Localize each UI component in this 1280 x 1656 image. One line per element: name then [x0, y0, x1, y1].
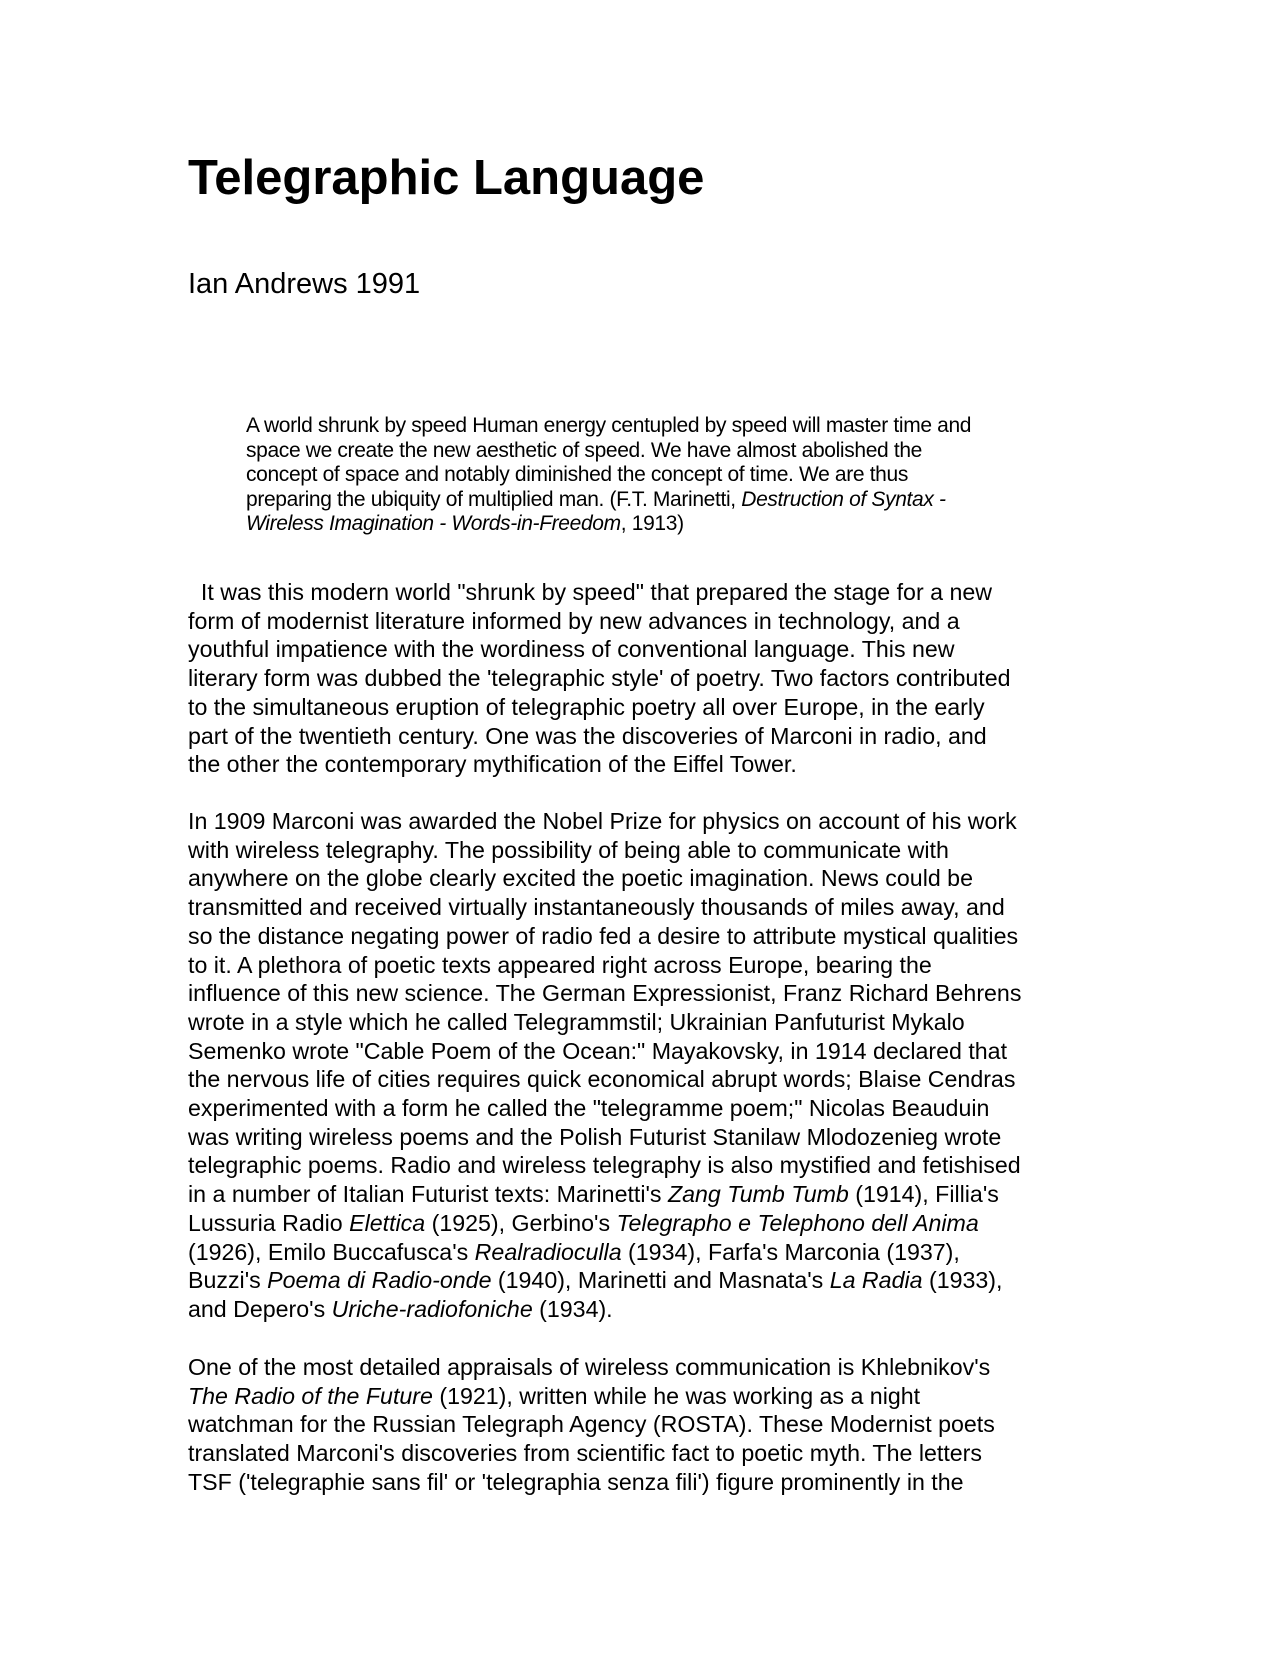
paragraph-line: was writing wireless poems and the Polish Futurist Stanilaw Mlodozenieg wrote — [188, 1123, 1002, 1150]
paragraph-line — [188, 1266, 1108, 1295]
paragraph-line: anywhere on the globe clearly excited the poetic imagination. News could be — [188, 865, 973, 892]
paragraph-line: literary form was dubbed the 'telegraphic style' of poetry. Two factors contributed — [188, 665, 1011, 692]
work-title: Poema di Radio-onde — [267, 1267, 492, 1294]
epigraph-quote — [246, 414, 1086, 537]
paragraph-1 — [188, 578, 1108, 779]
epigraph-line — [246, 512, 1086, 537]
paragraph-line: the other the contemporary mythification of the Eiffel Tower. — [188, 751, 797, 778]
paragraph-line — [188, 1209, 1108, 1238]
paragraph-line: watchman for the Russian Telegraph Agency (ROSTA). These Modernist poets — [188, 1411, 995, 1438]
author-line: Ian Andrews 1991 — [188, 268, 421, 300]
paragraph-line: It was this modern world "shrunk by speed" that prepared the stage for a new — [188, 579, 992, 605]
line-text: (1914), Fillia's — [848, 1181, 999, 1208]
paragraph-2 — [188, 807, 1108, 1324]
epigraph-line: space we create the new aesthetic of speed. We have almost abolished the — [246, 438, 923, 462]
line-text: (1934). — [532, 1295, 613, 1322]
work-title: Zang Tumb Tumb — [667, 1181, 849, 1208]
paragraph-line: translated Marconi's discoveries from scientific fact to poetic myth. The letters — [188, 1440, 982, 1467]
line-text: (1933), — [922, 1267, 1003, 1294]
line-text: (1926), Emilo Buccafusca's — [188, 1238, 475, 1265]
paragraph-3 — [188, 1353, 1108, 1497]
paragraph-line: youthful impatience with the wordiness of conventional language. This new — [188, 636, 955, 663]
paragraph-line — [188, 1382, 1108, 1411]
work-title: Elettica — [349, 1209, 426, 1236]
document-title: Telegraphic Language — [188, 151, 705, 205]
paragraph-line: with wireless telegraphy. The possibility of being able to communicate with — [188, 836, 949, 863]
paragraph-line: experimented with a form he called the "telegramme poem;" Nicolas Beauduin — [188, 1095, 990, 1122]
line-text: and Depero's — [188, 1295, 332, 1322]
paragraph-line: to it. A plethora of poetic texts appeared right across Europe, bearing the — [188, 951, 932, 978]
paragraph-line — [188, 1295, 1108, 1324]
epigraph-text: , 1913) — [620, 512, 684, 536]
paragraph-line: influence of this new science. The German Expressionist, Franz Richard Behrens — [188, 980, 1022, 1007]
epigraph-text: preparing the ubiquity of multiplied man. (F.T. Marinetti, — [246, 487, 742, 511]
line-text: Lussuria Radio — [188, 1209, 350, 1236]
work-title: La Radia — [829, 1267, 923, 1294]
paragraph-line — [188, 1238, 1108, 1267]
work-title: Uriche-radiofoniche — [331, 1295, 533, 1322]
line-text: (1925), Gerbino's — [425, 1209, 617, 1236]
paragraph-line: so the distance negating power of radio fed a desire to attribute mystical qualities — [188, 922, 1019, 949]
paragraph-line: to the simultaneous eruption of telegraphic poetry all over Europe, in the early — [188, 693, 985, 720]
paragraph-line: Semenko wrote "Cable Poem of the Ocean:" Mayakovsky, in 1914 declared that — [188, 1037, 1008, 1064]
line-text: (1934), Farfa's Marconia (1937), — [621, 1238, 960, 1265]
paragraph-line: the nervous life of cities requires quick economical abrupt words; Blaise Cendras — [188, 1066, 1016, 1093]
paragraph-line: part of the twentieth century. One was the discoveries of Marconi in radio, and — [188, 722, 987, 749]
paragraph-line: TSF ('telegraphie sans fil' or 'telegraphia senza fili') figure prominently in the — [188, 1468, 964, 1495]
paragraph-line: form of modernist literature informed by new advances in technology, and a — [188, 607, 960, 634]
paragraph-line — [188, 1180, 1108, 1209]
epigraph-line — [246, 488, 1086, 513]
work-title: The Radio of the Future — [188, 1382, 433, 1409]
paragraph-line: transmitted and received virtually instantaneously thousands of miles away, and — [188, 894, 1005, 921]
epigraph-work-title: Wireless Imagination - Words-in-Freedom — [246, 512, 621, 536]
paragraph-line: wrote in a style which he called Telegrammstil; Ukrainian Panfuturist Mykalo — [188, 1008, 965, 1035]
work-title: Realradioculla — [474, 1238, 622, 1265]
paragraph-line: telegraphic poems. Radio and wireless telegraphy is also mystified and fetishised — [188, 1152, 1021, 1179]
line-text: (1921), written while he was working as a night — [432, 1382, 921, 1409]
paragraph-line: In 1909 Marconi was awarded the Nobel Prize for physics on account of his work — [188, 808, 1017, 834]
line-text: Buzzi's — [188, 1267, 268, 1294]
work-title: Telegrapho e Telephono dell Anima — [616, 1209, 979, 1236]
paragraph-line: One of the most detailed appraisals of wireless communication is Khlebnikov's — [188, 1354, 991, 1380]
epigraph-line: A world shrunk by speed Human energy centupled by speed will master time and — [246, 414, 972, 437]
epigraph-line: concept of space and notably diminished the concept of time. We are thus — [246, 463, 908, 487]
line-text: in a number of Italian Futurist texts: Marinetti's — [188, 1181, 668, 1208]
line-text: (1940), Marinetti and Masnata's — [491, 1267, 830, 1294]
epigraph-work-title: Destruction of Syntax - — [741, 487, 946, 511]
